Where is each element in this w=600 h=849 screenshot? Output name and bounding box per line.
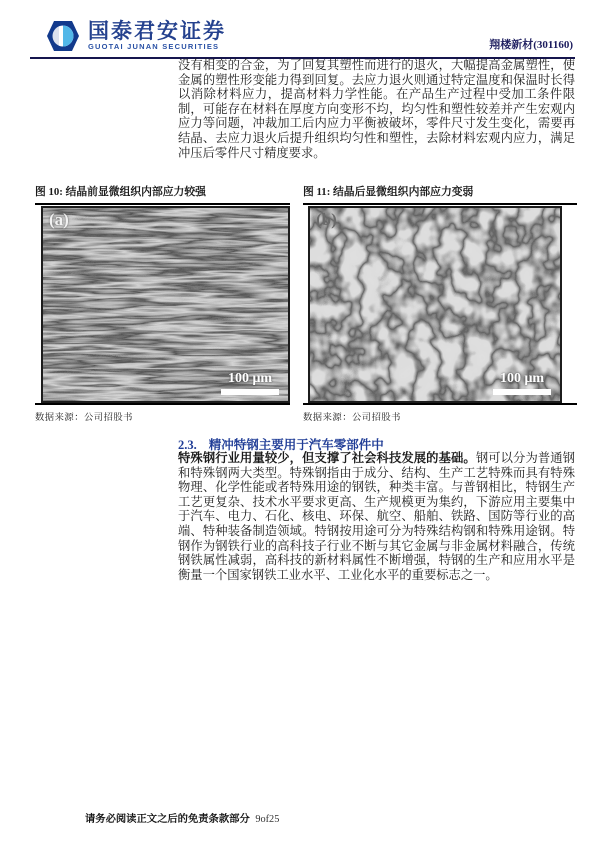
page-footer [85, 810, 279, 825]
figure-10-source: 数据来源：公司招股书 [35, 413, 133, 423]
scale-bar-a [221, 371, 279, 395]
figure-11-micrograph [308, 206, 562, 403]
section-body-text: 钢可以分为普通钢和特殊钢两大类型。特殊钢指由于成分、结构、生产工艺特殊而具有特殊物理、化学性能或者特殊用途的钢铁，种类丰富。与普钢相比，特钢生产工艺更复杂、技术水平要求更高、生产规模更为集约，下游应用主要集中于汽车、电力、石化、核电、环保、航空、船舶、铁路、国防等行业的高端、特种装备制造领域。特钢按用途可分为特殊结构钢和特殊用途钢。特钢作为钢铁行业的高科技子行业不断与其它金属与非金属材料融合，传统钢铁属性减弱，高科技的新材料属性不断增强，特钢的生产和应用水平是衡量一个国家钢铁工业水平、工业化水平的重要标志之一。 [178, 451, 575, 582]
figure-11 [303, 184, 577, 423]
intro-paragraph: 没有相变的合金，为了回复其塑性而进行的退火，大幅提高金属塑性，使金属的塑性形变能力得到回复。去应力退火则通过特定温度和保温时长得以消除材料应力，提高材料力学性能。在产品生产过程中受加工条件限制，可能存在材料在厚度方向变形不均，均匀性和塑性较差并产生宏观内应力等问题，冲裁加工后内应力平衡被破坏，零件尺寸发生变化，需要再结晶、去应力退火后提升组织均匀性和塑性，去除材料宏观内应力，满足冲压后零件尺寸精度要求。 [178, 58, 575, 160]
figure-11-caption: 图 11: 结晶后显微组织内部应力变弱 [303, 184, 577, 205]
panel-label-a: (a) [49, 210, 69, 229]
section-lead-bold: 特殊钢行业用量较少，但支撑了社会科技发展的基础。 [178, 451, 476, 465]
panel-label-b: (b) [316, 210, 337, 229]
footer-disclaimer: 请务必阅读正文之后的免责条款部分 [85, 814, 250, 825]
section-paragraph [178, 451, 575, 582]
brand-logo [46, 20, 226, 52]
scale-bar-b [493, 371, 551, 395]
figures-row [35, 184, 577, 423]
figure-10-micrograph [41, 206, 290, 403]
brand-text [88, 21, 226, 51]
scale-bar-line-b [493, 389, 551, 395]
page-header [30, 14, 575, 59]
footer-page-indicator: 9of25 [255, 814, 280, 825]
scale-label-b: 100 μm [499, 371, 545, 386]
section-number: 2.3. [178, 438, 197, 452]
report-title: 翔楼新材(301160) [489, 39, 573, 51]
figure-11-source: 数据来源：公司招股书 [303, 413, 401, 423]
guotai-junan-logo-icon [46, 20, 80, 52]
brand-name-cn: 国泰君安证券 [88, 20, 226, 43]
scale-bar-line-a [221, 389, 279, 395]
brand-name-en: GUOTAI JUNAN SECURITIES [88, 42, 220, 51]
figure-10-caption: 图 10: 结晶前显微组织内部应力较强 [35, 184, 290, 205]
scale-label-a: 100 μm [227, 371, 273, 386]
section-title: 精冲特钢主要用于汽车零部件中 [208, 438, 384, 452]
figure-10 [35, 184, 290, 423]
